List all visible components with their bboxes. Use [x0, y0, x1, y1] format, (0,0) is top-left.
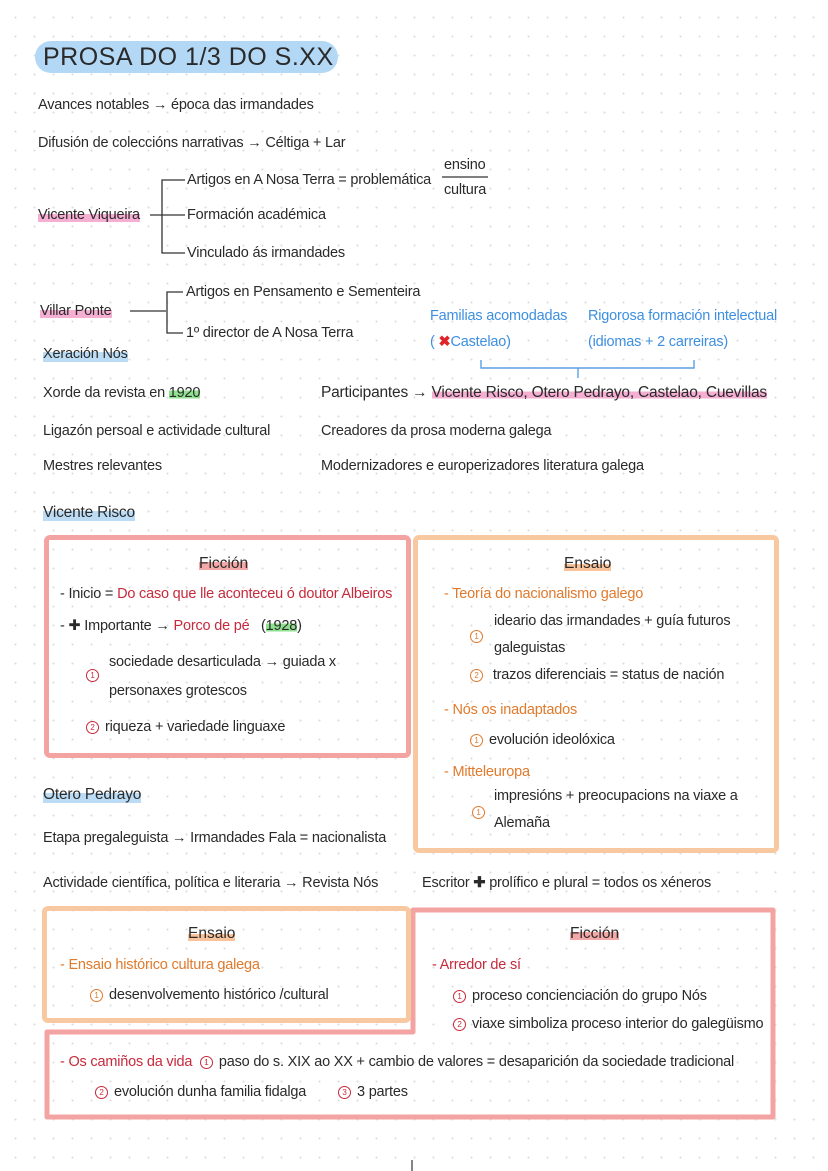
num: 1 [86, 669, 99, 682]
number-icon: 1 [453, 990, 466, 1003]
viqueira-item: Formación académica [187, 207, 326, 223]
otero-ficcion-work: - Arredor de sí [432, 957, 521, 973]
xeracion-left-3: Mestres relevantes [43, 458, 162, 474]
work-title: - Os camiños da vida [60, 1054, 193, 1070]
otero-ensaio-point [90, 985, 328, 1005]
number-icon: 2 [470, 669, 483, 682]
risco-ensaio-work: - Nós os inadaptados [444, 702, 578, 718]
year: 1920 [168, 385, 201, 401]
xeracion-right-3: Modernizadores e europerizadores literatura galega [321, 458, 644, 474]
risco-ensaio-title: Ensaio [564, 555, 612, 572]
otero-ficcion-point [338, 1082, 408, 1102]
risco-ensaio-point [470, 665, 724, 685]
participants: Vicente Risco, Otero Pedrayo, Castelao, Cuevillas [431, 384, 767, 401]
risco-ensaio-work: - Mitteleuropa [444, 764, 530, 780]
text: proceso concienciación do grupo Nós [472, 988, 707, 1004]
xeracion-heading: Xeración Nós [43, 346, 128, 362]
text: Escritor [422, 875, 470, 891]
paren: ( [261, 618, 266, 634]
risco-ensaio-point: galeguistas [494, 640, 566, 656]
number-icon: 2 [453, 1018, 466, 1031]
villar-bracket [130, 292, 183, 333]
number-icon [470, 626, 489, 646]
otero-ficcion-point [95, 1082, 306, 1102]
text: desenvolvemento histórico /cultural [109, 987, 329, 1003]
number-icon: 3 [338, 1086, 351, 1099]
xeracion-note-bracket [481, 360, 694, 378]
otero-line: Etapa pregaleguista → Irmandades Fala = nacionalista [43, 830, 387, 846]
viqueira-bracket [150, 180, 185, 253]
text: 3 partes [357, 1084, 408, 1100]
risco-ficcion-line [60, 616, 302, 636]
text: trazos diferenciais = status de nación [492, 667, 725, 683]
xeracion-left-1 [43, 383, 200, 403]
risco-ficcion-line [60, 584, 392, 604]
prefix: - Inicio = [60, 586, 114, 602]
risco-ensaio-point: impresións + preocupacions na viaxe a [494, 788, 738, 804]
num: 1 [470, 630, 483, 643]
otero-ficcion-work-line [60, 1052, 734, 1072]
number-icon: 2 [95, 1086, 108, 1099]
plus-icon: ✚ [473, 875, 486, 891]
risco-ensaio-work: - Teoría do nacionalismo galego [444, 586, 644, 602]
note-familias: Familias acomodadas [430, 308, 568, 324]
number-icon: 2 [86, 721, 99, 734]
villar-name: Villar Ponte [40, 303, 112, 319]
xeracion-left-2: Ligazón persoal e actividade cultural [43, 423, 271, 439]
risco-ficcion-point: sociedade desarticulada → guiada x [109, 654, 336, 670]
villar-item: 1º director de A Nosa Terra [186, 325, 354, 341]
risco-ficcion-point: personaxes grotescos [109, 683, 247, 699]
note-castelao [430, 332, 511, 352]
work-title: Porco de pé [173, 618, 250, 634]
text: evolución dunha familia fidalga [114, 1084, 307, 1100]
text: prolífico e plural = todos os xéneros [489, 875, 712, 891]
year: 1928 [265, 618, 298, 634]
note-castelao-text: Castelao) [450, 334, 511, 350]
otero-ensaio-work: - Ensaio histórico cultura galega [60, 957, 260, 973]
intro-line-2: Difusión de coleccións narrativas → Céltiga + Lar [38, 135, 346, 151]
work-title: Do caso que lle aconteceu ó doutor Albeiros [117, 586, 393, 602]
number-icon: 1 [200, 1056, 213, 1069]
risco-ensaio-point: ideario das irmandades + guía futuros [494, 613, 731, 629]
note-formacion: Rigorosa formación intelectual [588, 308, 778, 324]
viqueira-item: Vinculado ás irmandades [187, 245, 345, 261]
otero-ficcion-point [453, 986, 707, 1006]
otero-ficcion-point [453, 1014, 763, 1034]
fraction-bottom: cultura [444, 182, 487, 198]
otero-heading: Otero Pedrayo [43, 786, 142, 803]
num: 1 [472, 806, 485, 819]
text: viaxe simboliza proceso interior do galegüismo [472, 1016, 764, 1032]
text: Xorde da revista en [43, 385, 165, 401]
risco-ficcion-title: Ficción [199, 555, 249, 572]
viqueira-name: Vicente Viqueira [38, 207, 140, 223]
otero-ficcion-title: Ficción [570, 925, 620, 942]
villar-item: Artigos en Pensamento e Sementeira [186, 284, 421, 300]
paren: ( [430, 334, 435, 350]
page-title: PROSA DO 1/3 DO S.XX [35, 41, 338, 73]
number-icon [86, 665, 105, 685]
text: evolución ideolóxica [489, 732, 615, 748]
text: paso do s. XIX ao XX + cambio de valores = desaparición da sociedade tradicional [218, 1054, 735, 1070]
viqueira-item: Artigos en A Nosa Terra = problemática [187, 172, 432, 188]
cross-icon: ✖ [438, 334, 451, 350]
note-idiomas: (idiomas + 2 carreiras) [588, 334, 729, 350]
number-icon: 1 [470, 734, 483, 747]
risco-heading: Vicente Risco [43, 504, 135, 521]
risco-ficcion-point [86, 717, 285, 737]
xeracion-right-2: Creadores da prosa moderna galega [321, 423, 552, 439]
risco-ensaio-point [470, 730, 615, 750]
risco-ensaio-point: Alemaña [494, 815, 550, 831]
text: Participantes → [321, 384, 428, 401]
paren: ) [297, 618, 302, 634]
number-icon: 1 [90, 989, 103, 1002]
text: riqueza + variedade linguaxe [105, 719, 286, 735]
fraction-top: ensino [444, 157, 486, 173]
xeracion-right-1 [321, 383, 767, 403]
intro-line-1: Avances notables → época das irmandades [38, 97, 314, 113]
otero-ensaio-title: Ensaio [188, 925, 236, 942]
otero-line: Actividade científica, política e literaria → Revista Nós [43, 875, 379, 891]
number-icon [472, 802, 491, 822]
prefix: - ✚ Importante → [60, 618, 170, 634]
otero-line [422, 873, 711, 893]
